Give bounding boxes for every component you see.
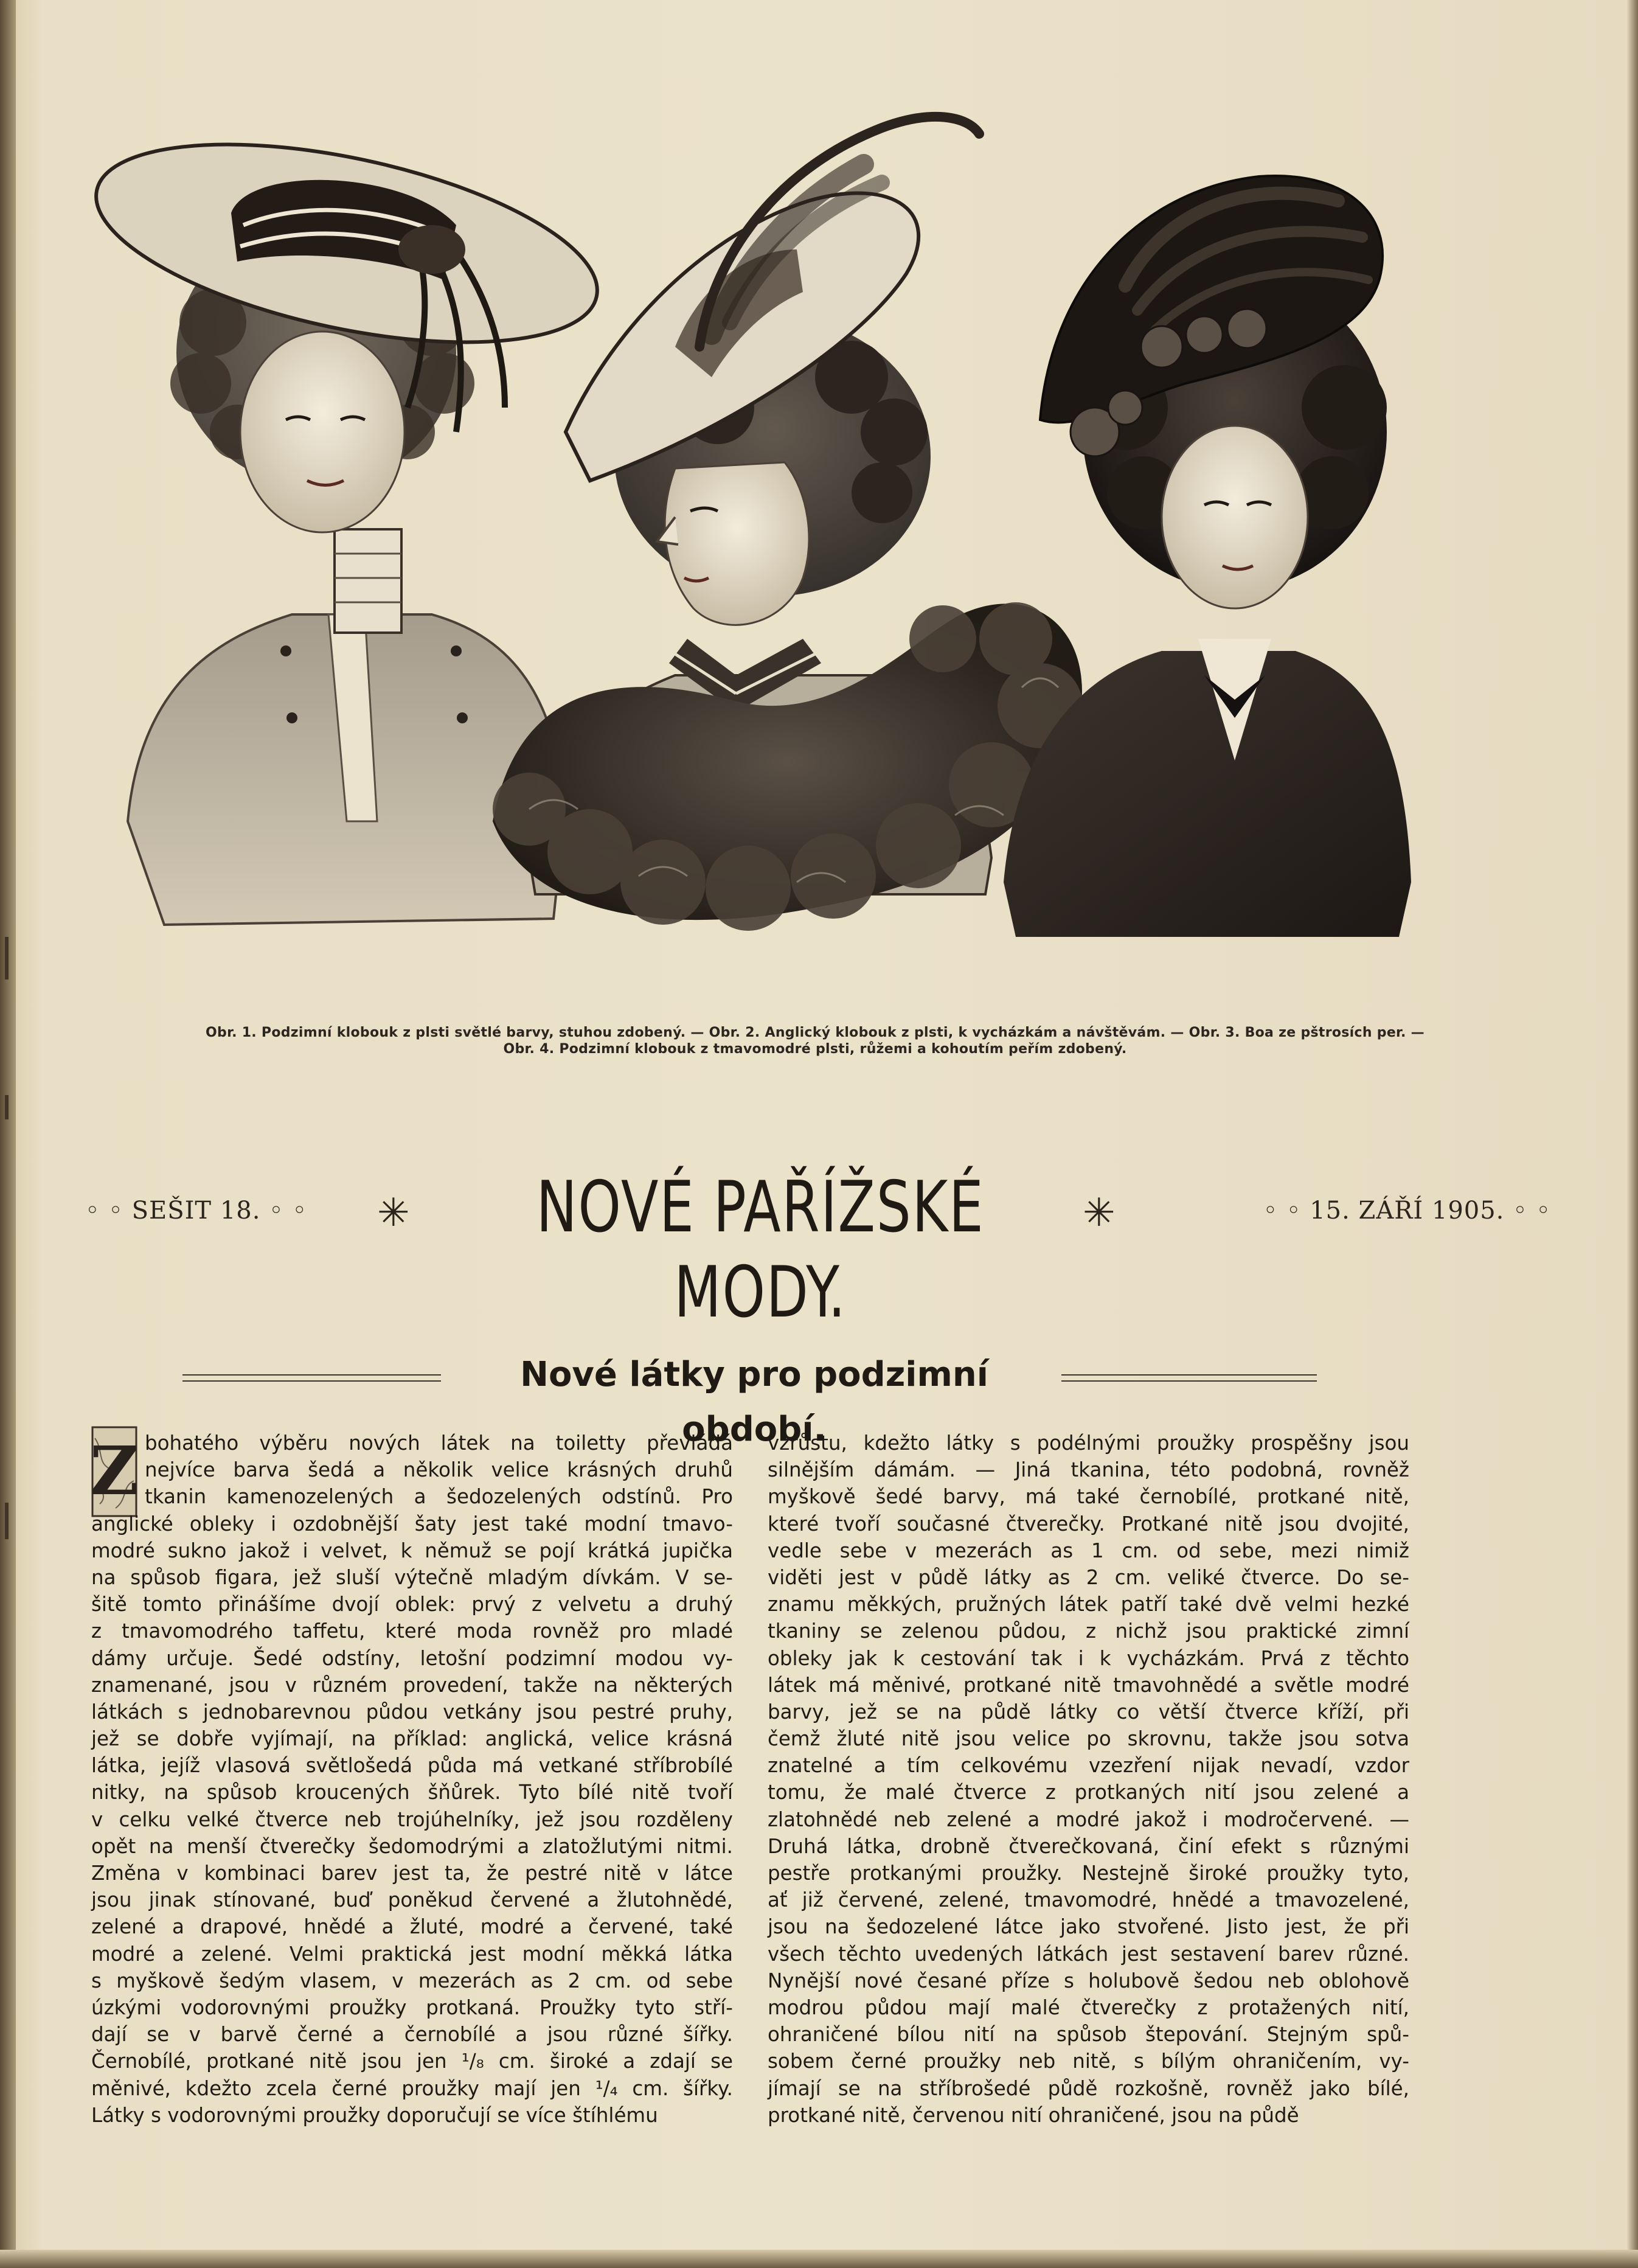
text-line: látek má měnivé, protkané nitě tmavohnědé a světle modré [768, 1673, 1409, 1697]
text-line: látkách s jednobarevnou půdou vetkány jsou pestré pruhy, [91, 1700, 733, 1724]
text-line: z tmavomodrého taffetu, které moda rovněž pro mladé [91, 1619, 733, 1643]
text-line: bohatého výběru nových látek na toiletty převládá [145, 1431, 733, 1455]
text-line: barvy, jež se na půdě látky co větší čtverce kříží, při [768, 1700, 1409, 1724]
asterisk-ornament-icon: ✳ [377, 1191, 410, 1236]
text-line: zelené a drapové, hnědé a žluté, modré a červené, také [91, 1915, 733, 1939]
article-heading: Nové látky pro podzimní období. [520, 1355, 988, 1449]
text-line: tkanin kamenozelených a šedozelených odstínů. Pro [145, 1485, 733, 1509]
text-line: dají se v barvě černé a černobílé a jsou různé šířky. [91, 2023, 733, 2047]
article-column-right [768, 1430, 1409, 2129]
text-line: nitky, na spůsob kroucených šňůrek. Tyto bílé nitě tvoří [91, 1781, 733, 1804]
text-line: Černobílé, protkané nitě jsou jen ¹/₈ cm. široké a zdají se [91, 2050, 733, 2073]
text-line: nejvíce barva šedá a několik velice krásných druhů [145, 1458, 733, 1482]
text-line: v celku velké čtverce neb trojúhelníky, jež jsou rozděleny [91, 1807, 733, 1831]
double-rule-divider [1061, 1374, 1317, 1382]
margin-mark [5, 1503, 9, 1539]
text-line: sobem černé proužky neb nitě, s bílým ohraničením, vy- [768, 2050, 1409, 2073]
text-line: měnivé, kdežto zcela černé proužky mají jen ¹/₄ cm. šířky. [91, 2076, 733, 2100]
text-line: jsou jinak stínované, buď poněkud červené a žlutohnědé, [91, 1888, 733, 1912]
text-line: pestře protkanými proužky. Nestejně široké proužky tyto, [768, 1862, 1409, 1885]
text-line: jímají se na stříbrošedé půdě rozkošně, rovněž jako bílé, [768, 2076, 1409, 2100]
text-line: látka, jejíž vlasová světlošedá půda má vetkané stříbrobílé [91, 1754, 733, 1778]
margin-mark [5, 937, 9, 979]
text-line: modré sukno jakož i velvet, k němuž se pojí krátká jupička [91, 1539, 733, 1562]
text-line: anglické obleky i ozdobnější šaty jest také modní tmavo- [91, 1512, 733, 1536]
fashion-illustration [91, 91, 1417, 973]
text-line: na spůsob figara, jež sluší výtečně mladým dívkám. V se- [91, 1565, 733, 1589]
text-line: silnějším dámám. — Jiná tkanina, této podobná, rovněž [768, 1458, 1409, 1482]
text-line: opět na menší čtverečky šedomodrými a zlatožlutými nitmi. [91, 1834, 733, 1858]
text-line: jež se dobře vyjímají, na příklad: anglická, velice krásná [91, 1727, 733, 1751]
page-right-edge [1627, 0, 1638, 2268]
text-line: protkané nitě, červenou nití ohraničené, jsou na půdě [768, 2103, 1299, 2127]
text-line: obleky jak k cestování tak i k vycházkám. Prvá z těchto [768, 1646, 1409, 1670]
text-line: Látky s vodorovnými proužky doporučují se více štíhlému [91, 2103, 658, 2127]
margin-mark [5, 1095, 9, 1119]
masthead [85, 1153, 1551, 1334]
text-line: myškově šedé barvy, má také černobílé, protkané nitě, [768, 1485, 1409, 1509]
text-line: vedle sebe v mezerách as 1 cm. od sebe, mezi nimiž [768, 1539, 1409, 1562]
text-line: tomu, že malé čtverce z protkaných nití jsou zelené a [768, 1781, 1409, 1804]
issue-number: ◦ ◦ SEŠIT 18. ◦ ◦ [85, 1197, 308, 1225]
text-line: Nynější nové česané příze s holubově šedou neb oblohově [768, 1969, 1409, 1992]
hats-engraving [91, 91, 1417, 973]
text-line: modrou půdou mají malé čtverečky z protažených nití, [768, 1995, 1409, 2019]
text-line: Změna v kombinaci barev jest ta, že pestré nitě v látce [91, 1862, 733, 1885]
text-line: dámy určuje. Šedé odstíny, letošní podzimní modou vy- [91, 1646, 733, 1670]
text-line: vzrůstu, kdežto látky s podélnými proužky prospěšny jsou [768, 1431, 1409, 1455]
text-line: znamenané, jsou v různém provedení, takže na některých [91, 1673, 733, 1697]
text-line: ať již červené, zelené, tmavomodré, hnědé a tmavozelené, [768, 1888, 1409, 1912]
text-line: zlatohnědé neb zelené a modré jakož i modročervené. — [768, 1807, 1409, 1831]
text-line: které tvoří současné čtverečky. Protkané nitě jsou dvojité, [768, 1512, 1409, 1536]
article-column-left [91, 1430, 733, 2129]
text-line: znamu měkkých, pružných látek patří také dvě velmi hezké [768, 1593, 1409, 1616]
text-line: modré a zelené. Velmi praktická jest modní měkká látka [91, 1942, 733, 1966]
double-rule-divider [182, 1374, 441, 1382]
text-line: šitě tomto přinášíme dvojí oblek: prvý z velvetu a druhý [91, 1593, 733, 1616]
text-line: čemž žluté nitě jsou velice po skrovnu, takže jsou sotva [768, 1727, 1409, 1751]
asterisk-ornament-icon: ✳ [1083, 1191, 1116, 1236]
text-line: jsou na šedozelené látce jako stvořené. Jisto jest, že při [768, 1915, 1409, 1939]
text-line: tkaniny se zelenou půdou, z nichž jsou praktické zimní [768, 1619, 1409, 1643]
text-line: všech těchto uvedených látkách jest sestavení barev různé. [768, 1942, 1409, 1966]
figure-4-right-woman [1004, 176, 1411, 937]
illustration-caption-line-2: Obr. 4. Podzimní klobouk z tmavomodré plsti, růžemi a kohoutím peřím zdobený. [503, 1042, 1127, 1057]
dropcap-letter: Z [91, 1431, 137, 1510]
page-bottom-edge [0, 2250, 1638, 2268]
page-binding-shadow [0, 0, 16, 2268]
issue-date: ◦ ◦ 15. ZÁŘÍ 1905. ◦ ◦ [1263, 1197, 1551, 1225]
magazine-title: NOVÉ PAŘÍŽSKÉ MODY. [536, 1166, 985, 1334]
text-line: ohraničené bílou nití na spůsob štepování. Stejným spů- [768, 2023, 1409, 2047]
text-line: viděti jest v půdě látky as 2 cm. veliké čtverce. Do se- [768, 1565, 1409, 1589]
text-line: Druhá látka, drobně čtverečkovaná, činí efekt s různými [768, 1834, 1409, 1858]
text-line: úzkými vodorovnými proužky protkaná. Proužky tyto stří- [91, 1995, 733, 2019]
text-line: znatelné a tím celkovému vzezření nijak nevadí, vzdor [768, 1754, 1409, 1778]
illustration-caption-line-1: Obr. 1. Podzimní klobouk z plsti světlé barvy, stuhou zdobený. — Obr. 2. Anglický klobouk z plsti, k vycházkám a návštěvám. — Obr. 3. Boa ze pštrosích per. — [206, 1025, 1425, 1040]
text-line: s myškově šedým vlasem, v mezerách as 2 cm. od sebe [91, 1969, 733, 1992]
